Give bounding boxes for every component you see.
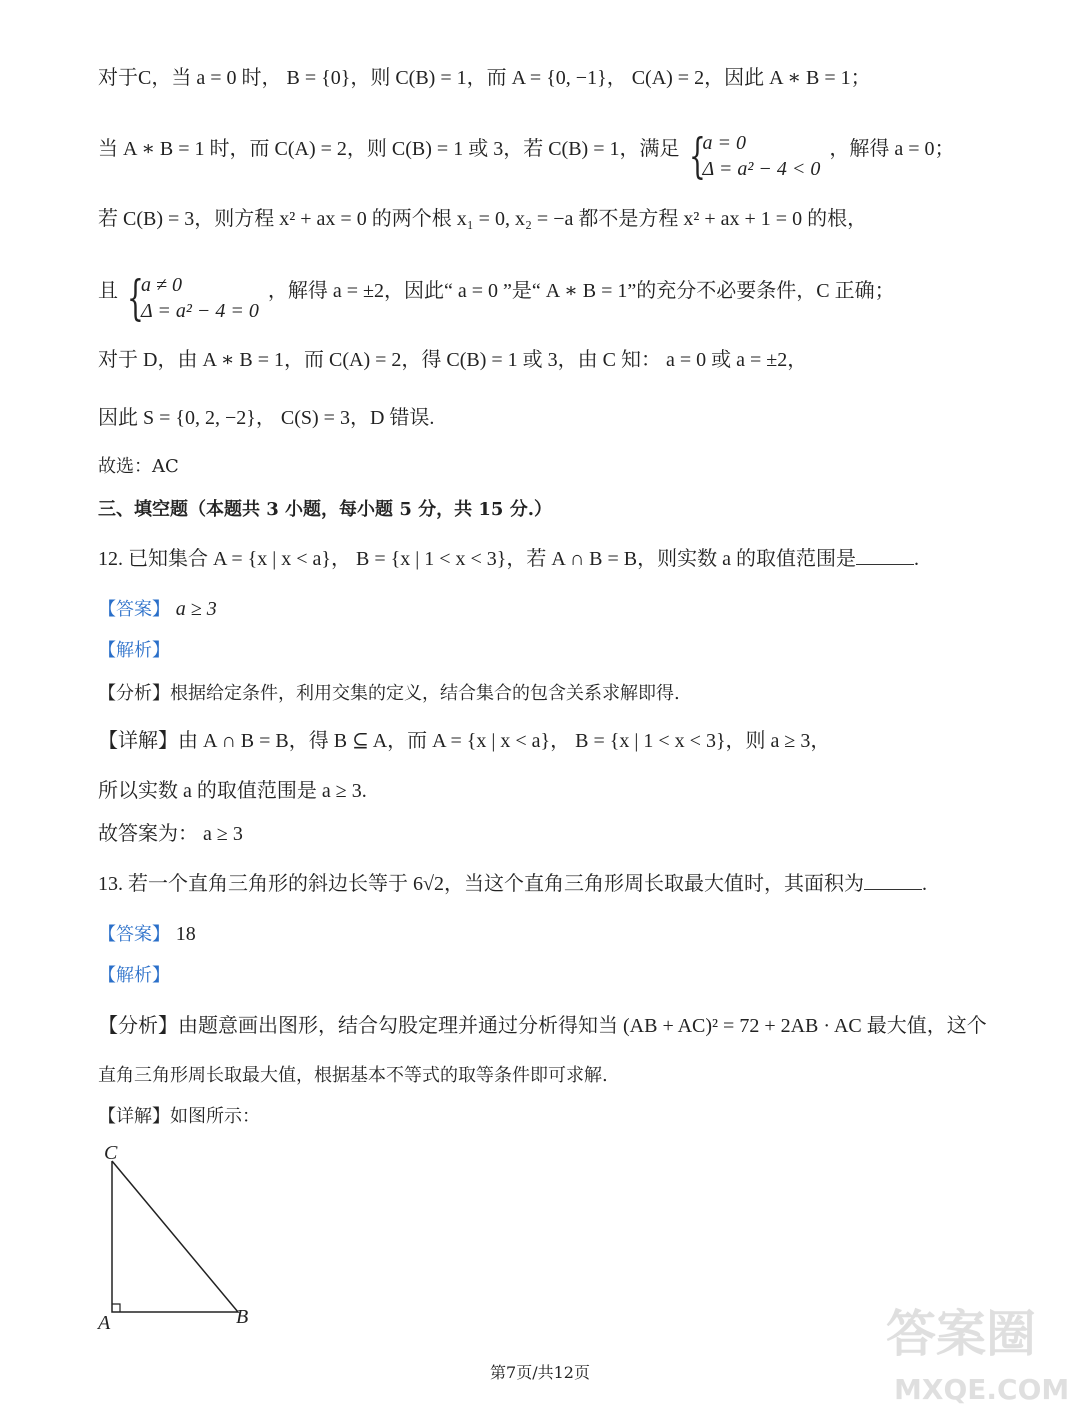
fenxi-tag: 【分析】	[98, 683, 170, 704]
xiangjie-tag: 【详解】	[98, 1106, 170, 1127]
q12-final: 故答案为： a ≥ 3	[98, 823, 243, 845]
line-2-text-a: 当 A ∗ B = 1 时，而 C(A) = 2，则 C(B) = 1 或 3，若 C(B) = 1，满足	[98, 138, 680, 160]
line-4	[98, 272, 895, 324]
answer-blank	[856, 546, 914, 565]
q13-answer	[98, 920, 196, 949]
label-b: B	[236, 1306, 249, 1328]
line-2-text-b: ，解得 a = 0；	[829, 138, 955, 160]
equation-system-2	[127, 272, 259, 324]
question-13	[98, 870, 927, 898]
page-footer: 第7页/共12页	[490, 1363, 590, 1382]
fenxi-text: 由题意画出图形，结合勾股定理并通过分析得知当 (AB + AC)² = 72 + 2AB · AC 最大值，这个	[178, 1015, 987, 1037]
line-3: 若 C(B) = 3，则方程 x² + ax = 0 的两个根 x₁ = 0, x₂ = −a 都不是方程 x² + ax + 1 = 0 的根，	[98, 208, 868, 230]
right-angle-mark	[112, 1304, 120, 1312]
line-7: 故选：AC	[98, 456, 179, 477]
triangle-outline	[112, 1161, 238, 1312]
line-1: 对于C，当 a = 0 时， B = {0}，则 C(B) = 1，而 A = {0, −1}， C(A) = 2，因此 A ∗ B = 1；	[98, 67, 871, 89]
q12-analysis-tag: 【解析】	[98, 640, 170, 661]
xiangjie-tag: 【详解】	[98, 730, 178, 752]
line-4-text-a: 且	[98, 280, 118, 302]
brace-icon: {	[688, 128, 706, 184]
question-13-end: .	[921, 873, 927, 895]
q12-xiangjie-2: 所以实数 a 的取值范围是 a ≥ 3.	[98, 780, 367, 802]
line-5: 对于 D，由 A ∗ B = 1，而 C(A) = 2，得 C(B) = 1 或 3，由 C 知： a = 0 或 a = ±2，	[98, 349, 808, 371]
q12-answer	[98, 595, 217, 624]
answer-blank	[864, 871, 922, 890]
line-6: 因此 S = {0, 2, −2}， C(S) = 3，D 错误.	[98, 407, 435, 429]
section-heading: 三、填空题（本题共 3 小题，每小题 5 分，共 15 分.）	[98, 499, 552, 520]
system-1-row-1: a = 0	[702, 132, 746, 154]
right-triangle-figure	[90, 1135, 270, 1335]
question-12-end: .	[913, 548, 919, 570]
equation-system-1	[689, 130, 821, 182]
answer-tag: 【答案】	[98, 924, 170, 945]
system-1-row-2: Δ = a² − 4 < 0	[702, 158, 821, 180]
question-12	[98, 545, 919, 573]
answer-tag: 【答案】	[98, 599, 170, 620]
q13-fenxi-2: 直角三角形周长取最大值，根据基本不等式的取等条件即可求解.	[98, 1065, 608, 1086]
fenxi-tag: 【分析】	[98, 1015, 178, 1037]
xiangjie-text: 由 A ∩ B = B，得 B ⊆ A，而 A = {x | x < a}， B = {x | 1 < x < 3}，则 a ≥ 3，	[178, 730, 831, 752]
q13-xiangjie	[98, 1103, 260, 1131]
watermark-text-2: MXQE.COM	[894, 1373, 1070, 1406]
q12-fenxi	[98, 680, 680, 708]
q12-xiangjie	[98, 727, 830, 755]
xiangjie-text: 如图所示：	[170, 1106, 260, 1127]
q13-analysis-tag: 【解析】	[98, 965, 170, 986]
answer-value: a ≥ 3	[175, 598, 217, 620]
watermark-logo	[880, 1291, 1070, 1411]
brace-icon: {	[127, 270, 144, 326]
question-13-text: 13. 若一个直角三角形的斜边长等于 6√2，当这个直角三角形周长取最大值时，其面积为	[98, 873, 864, 895]
watermark-text-1: 答案圈	[886, 1305, 1036, 1363]
q13-fenxi	[98, 1012, 987, 1040]
system-2-row-2: Δ = a² − 4 = 0	[141, 300, 259, 322]
label-c: C	[104, 1142, 118, 1164]
line-4-text-b: ，解得 a = ±2，因此“ a = 0 ”是“ A ∗ B = 1”的充分不必要条件，C 正确；	[267, 280, 895, 302]
fenxi-text: 根据给定条件，利用交集的定义，结合集合的包含关系求解即得.	[170, 683, 680, 704]
line-2	[98, 130, 955, 182]
system-2-row-1: a ≠ 0	[141, 274, 182, 296]
question-12-text: 12. 已知集合 A = {x | x < a}， B = {x | 1 < x < 3}，若 A ∩ B = B，则实数 a 的取值范围是	[98, 548, 856, 570]
answer-value: 18	[175, 923, 196, 945]
label-a: A	[98, 1312, 111, 1334]
